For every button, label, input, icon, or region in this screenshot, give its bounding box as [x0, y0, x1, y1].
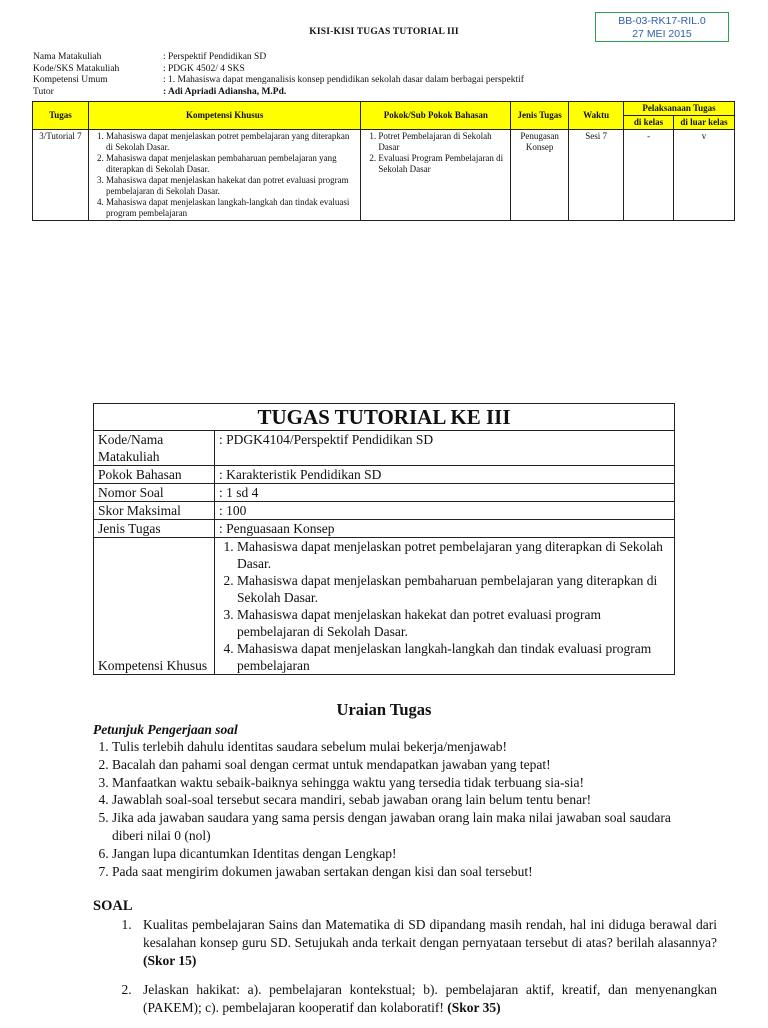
list-item: 4. Mahasiswa dapat menjelaskan langkah-langkah dan tindak evaluasi program pembelajaran — [106, 197, 357, 219]
list-item: 3. Mahasiswa dapat menjelaskan hakekat dan potret evaluasi program pembelajaran di Sekolah Dasar. — [106, 175, 357, 197]
cell-di-kelas: - — [624, 130, 674, 221]
soal-title: SOAL — [93, 898, 133, 914]
list-item: 1. Potret Pembelajaran di Sekolah Dasar — [378, 131, 507, 153]
table-row — [33, 130, 735, 221]
document-date: 27 MEI 2015 — [632, 28, 692, 40]
soal-skor: (Skor 15) — [143, 953, 197, 968]
info-label: Kompetensi Umum — [33, 75, 108, 85]
info-label: Nama Matakuliah — [33, 52, 102, 62]
cell-waktu: Sesi 7 — [569, 130, 624, 221]
row-label: Kode/Nama Matakuliah — [94, 431, 215, 466]
soal-text: Kualitas pembelajaran Sains dan Matematika di SD dipandang masih rendah, hal ini diduga berawal dari kesalahan konsep guru SD. Setujukah anda terkait dengan pernyataan tersebut di atas? berilah alasannya? — [143, 917, 717, 950]
table-row — [94, 538, 675, 675]
table-row — [94, 431, 675, 466]
tugas-tutorial-heading: TUGAS TUTORIAL KE III — [94, 404, 675, 431]
soal-text: Jelaskan hakikat: a). pembelajaran kontekstual; b). pembelajaran aktif, kreatif, dan menyenangkan (PAKEM); c). pembelajaran kooperatif dan kolaboratif! — [143, 982, 717, 1015]
table-row — [94, 502, 675, 520]
header-jenis: Jenis Tugas — [511, 102, 569, 130]
row-label: Jenis Tugas — [94, 520, 215, 538]
info-row-kode — [33, 64, 524, 76]
kisi-kisi-table — [32, 101, 735, 221]
cell-di-luar-kelas: v — [674, 130, 735, 221]
cell-pokok — [361, 130, 511, 221]
list-item: 2. Mahasiswa dapat menjelaskan pembaharuan pembelajaran yang diterapkan di Sekolah Dasar. — [106, 153, 357, 175]
row-label: Nomor Soal — [94, 484, 215, 502]
row-value: : Karakteristik Pendidikan SD — [215, 466, 675, 484]
header-pelaksanaan: Pelaksanaan Tugas — [624, 102, 735, 116]
list-item: 6. Jangan lupa dicantumkan Identitas dengan Lengkap! — [112, 845, 702, 863]
list-item: 1. Mahasiswa dapat menjelaskan potret pembelajaran yang diterapkan di Sekolah Dasar. — [237, 538, 670, 572]
header-tugas: Tugas — [33, 102, 89, 130]
header-pokok: Pokok/Sub Pokok Bahasan — [361, 102, 511, 130]
list-item: 2. Bacalah dan pahami soal dengan cermat untuk mendapatkan jawaban yang tepat! — [112, 756, 702, 774]
list-item: 3. Manfaatkan waktu sebaik-baiknya sehingga waktu yang tersedia tidak terbuang sia-sia! — [112, 774, 702, 792]
soal-item — [135, 981, 717, 1017]
list-item: 4. Mahasiswa dapat menjelaskan langkah-langkah dan tindak evaluasi program pembelajaran — [237, 640, 670, 674]
list-item: 2. Mahasiswa dapat menjelaskan pembaharuan pembelajaran yang diterapkan di Sekolah Dasar. — [237, 572, 670, 606]
uraian-tugas-title: Uraian Tugas — [336, 700, 432, 719]
info-label: Tutor — [33, 86, 54, 97]
info-value: : PDGK 4502/ 4 SKS — [163, 63, 245, 74]
header-kompetensi: Kompetensi Khusus — [88, 102, 360, 130]
list-item: 2. Evaluasi Program Pembelajaran di Sekolah Dasar — [378, 153, 507, 175]
row-value: : 1 sd 4 — [215, 484, 675, 502]
header-di-kelas: di kelas — [624, 116, 674, 130]
info-row-kompetensi — [33, 75, 524, 87]
table-row — [94, 520, 675, 538]
info-value: : Adi Apriadi Adiansha, M.Pd. — [163, 86, 287, 97]
row-label: Pokok Bahasan — [94, 466, 215, 484]
table-header-row — [33, 102, 735, 116]
petunjuk-list — [93, 738, 702, 880]
row-value: : PDGK4104/Perspektif Pendidikan SD — [215, 431, 675, 466]
petunjuk-title: Petunjuk Pengerjaan soal — [93, 722, 238, 737]
soal-list — [93, 916, 717, 1028]
list-item: 3. Mahasiswa dapat menjelaskan hakekat dan potret evaluasi program pembelajaran di Sekolah Dasar. — [237, 606, 670, 640]
info-label: Kode/SKS Matakuliah — [33, 63, 120, 74]
cell-tugas: 3/Tutorial 7 — [33, 130, 89, 221]
soal-skor: (Skor 35) — [447, 1000, 501, 1015]
cell-kompetensi — [88, 130, 360, 221]
list-item: 1. Mahasiswa dapat menjelaskan potret pembelajaran yang diterapkan di Sekolah Dasar. — [106, 131, 357, 153]
header-di-luar-kelas: di luar kelas — [674, 116, 735, 130]
row-label: Kompetensi Khusus — [94, 538, 215, 675]
info-value: : 1. Mahasiswa dapat menganalisis konsep pendidikan sekolah dasar dalam berbagai perspektif — [163, 75, 524, 85]
page-title: KISI-KISI TUGAS TUTORIAL III — [309, 27, 459, 37]
document-code: BB-03-RK17-RIL.0 — [618, 15, 706, 27]
table-row — [94, 484, 675, 502]
course-info — [33, 52, 524, 98]
tugas-tutorial-table — [93, 403, 675, 675]
row-value: : Penguasaan Konsep — [215, 520, 675, 538]
kompetensi-list-cell — [215, 538, 675, 675]
info-row-tutor — [33, 87, 524, 99]
soal-item — [135, 916, 717, 970]
header-waktu: Waktu — [569, 102, 624, 130]
list-item: 1. Tulis terlebih dahulu identitas saudara sebelum mulai bekerja/menjawab! — [112, 738, 702, 756]
list-item: 4. Jawablah soal-soal tersebut secara mandiri, sebab jawaban orang lain belum tentu benar! — [112, 791, 702, 809]
info-value: : Perspektif Pendidikan SD — [163, 52, 267, 62]
table-row — [94, 466, 675, 484]
row-value: : 100 — [215, 502, 675, 520]
row-label: Skor Maksimal — [94, 502, 215, 520]
info-row-nama — [33, 52, 524, 64]
list-item: 7. Pada saat mengirim dokumen jawaban sertakan dengan kisi dan soal tersebut! — [112, 863, 702, 881]
cell-jenis: Penugasan Konsep — [511, 130, 569, 221]
list-item: 5. Jika ada jawaban saudara yang sama persis dengan jawaban orang lain maka nilai jawaban soal saudara diberi nilai 0 (nol) — [112, 809, 702, 845]
